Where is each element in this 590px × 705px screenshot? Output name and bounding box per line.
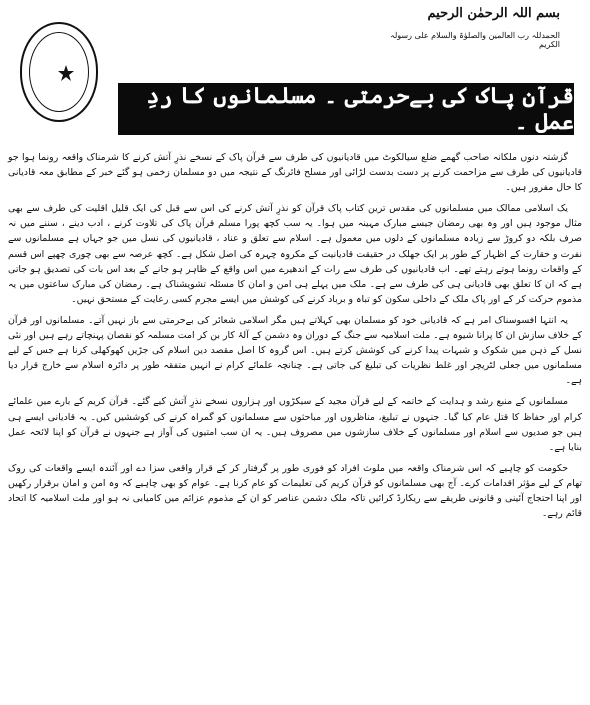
article-body (8, 150, 582, 527)
bismillah-subline: الحمدللہ رب العالمین والصلوٰۃ والسلام علی رسولہ الکریم (390, 31, 560, 49)
star-crescent-icon (42, 49, 76, 95)
bismillah-text: بسم اللہ الرحمٰن الرحیم (427, 6, 560, 21)
paragraph: گزشتہ دنوں ملکانہ صاحب گھمے ضلع سیالکوٹ میں قادیانیوں کی طرف سے قرآن پاک کے نسخے نذرِ آتش کرنے کا شرمناک واقعہ رونما ہوا جو قادیانیوں کی طرف سے مزاحمت کرنے پر دست بدست لڑائی اور مسلح فائرنگ کے نتیجہ میں دو مسلمان زخمی ہو گئے خبر کے مطابق معہ قادیانی کا حال مفرور ہیں۔ (8, 152, 582, 194)
paragraph: حکومت کو چاہیے کہ اس شرمناک واقعہ میں ملوث افراد کو فوری طور پر گرفتار کر کے قرار واقعی سزا دے اور آئندہ ایسے واقعات کی روک تھام کے لیے مؤثر اقدامات کرے۔ آج بھی مسلمانوں کو قرآن کریم کی تعلیمات کو عام کرنا ہے۔ عوام کو بھی چاہیے کہ وہ امن و امان برقرار رکھیں اور اپنا احتجاج آئینی و قانونی طریقے سے ریکارڈ کرائیں تاکہ ملک دشمن عناصر کو ان کے مذموم عزائم میں کامیابی نہ ہو اور ملت اسلامیہ کا اتحاد قائم رہے۔ (8, 462, 582, 520)
bismillah-heading (390, 6, 560, 49)
paragraph: یک اسلامی ممالک میں مسلمانوں کی مقدس ترین کتاب پاک قرآن کو نذرِ آتش کرنے کی اس سے قبل کی ایک قلیل اقلیت کی طرف سے بھی مثال موجود ہیں اور وہ بھی رمضان جیسے مبارک مہینہ میں ہوا۔ یہ سب کچھ پورا مسلم قرآن پاک کی تلاوت کرنے ، ادب دینے ، سننے میں نہ صرف بلکہ دو کروڑ سے زیادہ مسلمانوں کے دلوں میں معمول ہے۔ اسلام سے تعلق و عناد ، قادیانیوں کی نسل میں جو جہاں ہے مسلمانوں سے نفرت و حقارت کے اظہار کے طور پر ایک جھلک در حقیقت قادیانیت کے مکروہ چہرہ کی اصل شکل ہے۔ کچھ عرصہ سے بھی چوری چھپے اس قسم کے واقعات رونما ہوتے رہتے تھے۔ اب قادیانیوں کی طرف سے رات کے اندھیرے میں اس واقع کے ظاہر ہو جانے کے بعد اس بات کی تصدیق ہو جاتی ہے کہ ان کا تعلق بھی قادیانی ہی کی طرف سے ہے۔ ملک میں پہلے ہی امن و امان کا مسئلہ تشویشناک ہے۔ رمضان کی مبارک ساعتوں میں یہ مذموم حرکت کر کے اور پاک ملک کے داخلی سکون کو تباہ و برباد کرنے کی کوشش میں ایسے مجرم کسی رعایت کے مستحق نہیں۔ (8, 203, 582, 305)
seal-emblem-icon (20, 22, 98, 122)
emblem-inner-ring (29, 32, 89, 112)
headline-banner: قرآن پاک کی بےحرمتی ۔ مسلمانوں کا ردِ عمل ۔ (118, 83, 574, 135)
paragraph: مسلمانوں کے منبع رشد و ہدایت کے خاتمہ کے لیے قرآن مجید کے سیکڑوں اور ہزاروں نسخے نذرِ آتش کیے گئے۔ قرآن کریم کے بارے میں علمائے کرام اور حفاظ کا قتل عام کیا گیا۔ جنہوں نے تبلیغ، مناظروں اور مباحثوں سے مسلمانوں کو گمراہ کرنے کی کوششیں کیں۔ یہ قادیانی ایسے ہی ہیں جو صدیوں سے اسلام اور مسلمانوں کے خلاف سازشوں میں مصروف ہیں۔ یہ ان سب امتیوں کی آواز ہے جنہوں نے قرآن کو اپنا لائحہ عمل بنایا ہے۔ (8, 396, 582, 453)
paragraph: یہ انتہا افسوسناک امر ہے کہ قادیانی خود کو مسلمان بھی کہلاتے ہیں مگر اسلامی شعائر کی بےحرمتی سے باز نہیں آتے۔ مسلمانوں اور قرآن کے خلاف سازش ان کا پرانا شیوہ ہے۔ ملت اسلامیہ سے جنگ کے دوران وہ دشمن کے آلۂ کار بن کر امت مسلمہ کو نقصان پہنچاتے رہے ہیں اور نئی نسل کے ذہن میں شکوک و شبہات پیدا کرنے کی کوشش کرتے ہیں۔ اس گروہ کا اصل مقصد دین اسلام کی جڑیں کھوکھلی کرنا ہے جس کے لیے مسلمانوں میں جعلی لٹریچر اور غلط نظریات کی تبلیغ کی جاتی ہے۔ چنانچہ علمائے کرام نے انہیں متفقہ طور پر دائرہ اسلام سے خارج قرار دیا ہے۔ (8, 314, 582, 387)
